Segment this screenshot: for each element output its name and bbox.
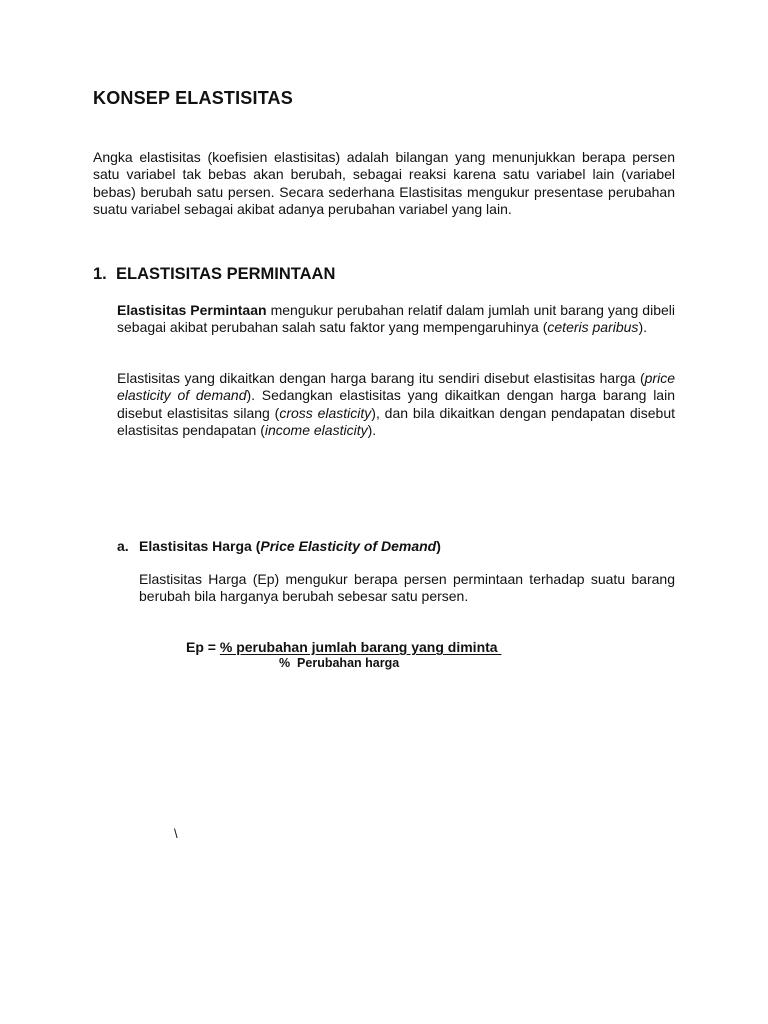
price-elasticity-paragraph: Elastisitas Harga (Ep) mengukur berapa persen permintaan terhadap suatu barang berubah bila harganya berubah sebesar satu persen. [139, 571, 675, 605]
italic-term: price elasticity of demand [117, 370, 675, 404]
paragraph-text: Elastisitas yang dikaitkan dengan harga barang itu sendiri disebut elastisitas harga ( [117, 370, 645, 386]
bold-term: Elastisitas Permintaan [117, 302, 267, 318]
paragraph-text-end: ). [638, 319, 647, 336]
subsection-heading [117, 538, 441, 554]
subsection-title: Elastisitas Harga ( [139, 538, 261, 554]
paragraph-text-end: ). [367, 421, 377, 438]
formula-lhs: Ep = [186, 639, 220, 655]
formula-numerator: % perubahan jumlah barang yang diminta [219, 639, 502, 655]
intro-paragraph: Angka elastisitas (koefisien elastisitas) adalah bilangan yang menunjukkan berapa persen satu variabel tak bebas akan berubah, sebagai reaksi karena satu variabel lain (variabel bebas) berubah satu persen. Secara sederhana Elastisitas mengukur presentase perubahan suatu variabel sebagai akibat adanya perubahan variabel yang lain. [93, 149, 675, 217]
section-heading [93, 265, 335, 284]
italic-term: ceteris paribus [547, 319, 639, 336]
paragraph-text: ), dan bila dikaitkan dengan pendapatan disebut elastisitas pendapatan ( [117, 404, 675, 438]
formula-numerator-line [186, 639, 501, 655]
paragraph-text: ). Sedangkan elastisitas yang dikaitkan dengan harga barang lain disebut elastisitas silang ( [117, 387, 675, 421]
section-title: ELASTISITAS PERMINTAAN [116, 265, 336, 283]
stray-backslash: \ [174, 826, 178, 841]
formula-denominator: % Perubahan harga [279, 656, 400, 670]
document-title: KONSEP ELASTISITAS [93, 88, 293, 108]
paragraph-text: mengukur perubahan relatif dalam jumlah unit barang yang dibeli sebagai akibat perubahan salah satu faktor yang mempengaruhinya ( [117, 302, 675, 336]
subsection-title-end: ) [436, 538, 441, 554]
subsection-letter: a. [117, 538, 129, 554]
italic-term: cross elasticity [279, 404, 372, 421]
section-number: 1. [93, 265, 107, 283]
subsection-title-italic: Price Elasticity of Demand [260, 538, 437, 554]
demand-elasticity-paragraph [117, 302, 675, 337]
italic-term: income elasticity [264, 421, 368, 438]
elasticity-types-paragraph [117, 370, 675, 439]
